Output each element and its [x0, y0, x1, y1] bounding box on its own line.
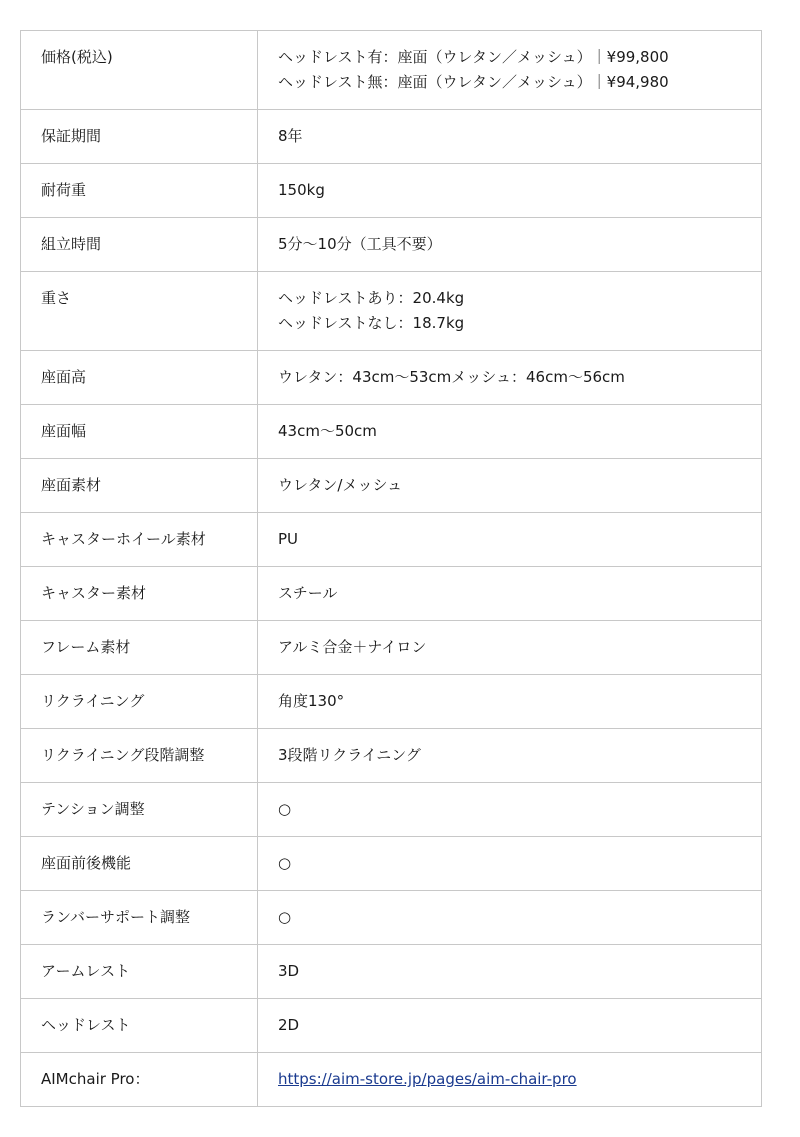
spec-label: AIMchair Pro： [21, 1053, 258, 1107]
spec-label: リクライニング [21, 675, 258, 729]
spec-value-line: ヘッドレストあり：20.4kg [278, 289, 465, 307]
spec-label: キャスターホイール素材 [21, 513, 258, 567]
spec-value [258, 218, 762, 272]
spec-value [258, 459, 762, 513]
spec-value-line: 5分〜10分（工具不要） [278, 235, 442, 253]
spec-label: リクライニング段階調整 [21, 729, 258, 783]
spec-row [21, 459, 762, 513]
spec-value-line: 角度130° [278, 692, 345, 710]
spec-label: テンション調整 [21, 783, 258, 837]
spec-value-line: 2D [278, 1016, 300, 1034]
spec-label: ランバーサポート調整 [21, 891, 258, 945]
spec-row [21, 567, 762, 621]
spec-row [21, 999, 762, 1053]
spec-row [21, 675, 762, 729]
spec-value-line: 3D [278, 962, 300, 980]
spec-row [21, 405, 762, 459]
spec-value-line: ウレタン：43cm〜53cmメッシュ：46cm〜56cm [278, 368, 625, 386]
spec-row [21, 513, 762, 567]
spec-row [21, 31, 762, 110]
spec-table-body [21, 31, 762, 1107]
spec-label: ヘッドレスト [21, 999, 258, 1053]
spec-label: 耐荷重 [21, 164, 258, 218]
spec-value [258, 999, 762, 1053]
spec-value-line: ○ [278, 800, 292, 818]
spec-value-line: ○ [278, 908, 292, 926]
spec-row [21, 351, 762, 405]
spec-label: アームレスト [21, 945, 258, 999]
spec-value-line: ウレタン/メッシュ [278, 476, 403, 494]
spec-value [258, 513, 762, 567]
spec-value-line: アルミ合金＋ナイロン [278, 638, 427, 656]
spec-label: 価格(税込) [21, 31, 258, 110]
spec-label: 座面素材 [21, 459, 258, 513]
spec-value [258, 837, 762, 891]
spec-row [21, 621, 762, 675]
spec-row [21, 729, 762, 783]
spec-value [258, 567, 762, 621]
spec-row [21, 945, 762, 999]
spec-label: 座面高 [21, 351, 258, 405]
spec-value-line: 150kg [278, 181, 325, 199]
spec-label: 座面前後機能 [21, 837, 258, 891]
spec-value-line: スチール [278, 584, 338, 602]
spec-value [258, 675, 762, 729]
spec-value [258, 1053, 762, 1107]
spec-row-link [21, 1053, 762, 1107]
spec-value [258, 783, 762, 837]
spec-value [258, 945, 762, 999]
spec-label: 組立時間 [21, 218, 258, 272]
spec-value [258, 110, 762, 164]
spec-value [258, 891, 762, 945]
spec-label: 重さ [21, 272, 258, 351]
spec-row [21, 783, 762, 837]
spec-value-line: 43cm〜50cm [278, 422, 377, 440]
spec-value-line: ヘッドレスト無：座面（ウレタン／メッシュ）｜¥94,980 [278, 73, 669, 91]
spec-value-line: PU [278, 530, 299, 548]
spec-value-line: ヘッドレスト有：座面（ウレタン／メッシュ）｜¥99,800 [278, 48, 669, 66]
spec-value-line: ○ [278, 854, 292, 872]
spec-value [258, 31, 762, 110]
spec-value-line: 8年 [278, 127, 303, 145]
spec-value [258, 272, 762, 351]
spec-label: キャスター素材 [21, 567, 258, 621]
spec-row [21, 218, 762, 272]
spec-value [258, 351, 762, 405]
spec-value [258, 164, 762, 218]
spec-value [258, 405, 762, 459]
spec-value [258, 729, 762, 783]
spec-row [21, 110, 762, 164]
spec-label: 座面幅 [21, 405, 258, 459]
spec-value-line: ヘッドレストなし：18.7kg [278, 314, 465, 332]
spec-value [258, 621, 762, 675]
spec-row [21, 164, 762, 218]
spec-row [21, 272, 762, 351]
spec-label: フレーム素材 [21, 621, 258, 675]
spec-value-line: 3段階リクライニング [278, 746, 421, 764]
spec-row [21, 837, 762, 891]
spec-table [20, 30, 762, 1107]
product-page-link[interactable]: https://aim-store.jp/pages/aim-chair-pro [278, 1070, 577, 1088]
spec-row [21, 891, 762, 945]
spec-label: 保証期間 [21, 110, 258, 164]
